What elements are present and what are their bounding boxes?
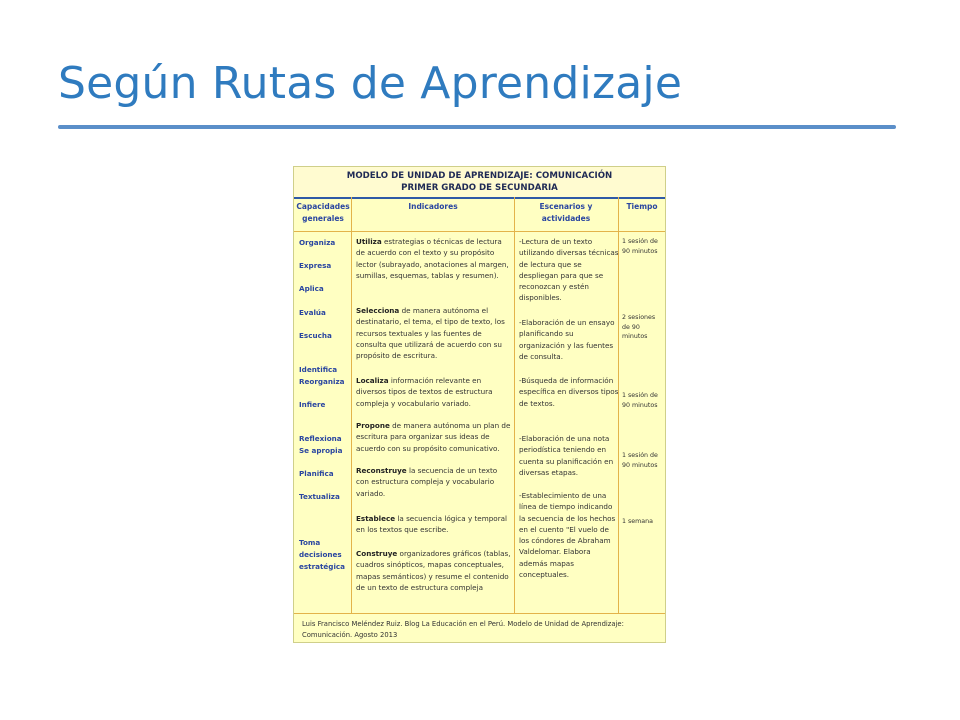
header-tiempo: Tiempo xyxy=(626,202,658,211)
indicador-item xyxy=(356,375,512,409)
capacidad-item: Reorganiza xyxy=(299,377,345,386)
capacidad-item: Aplica xyxy=(299,284,324,293)
capacidad-item: Evalúa xyxy=(299,308,326,317)
escenario-item: -Elaboración de una nota periodística teniendo en cuenta su planificación en diversas etapas. xyxy=(519,434,614,477)
capacidad-item: decisiones xyxy=(299,550,342,559)
indicador-text: organizadores gráficos (tablas, cuadros sinópticos, mapas conceptuales, mapas semánticos) y resume el contenido de un texto de estructura compleja xyxy=(356,549,511,592)
escenario-item: -Elaboración de un ensayo planificando su organización y las fuentes de consulta. xyxy=(519,318,615,361)
table-title-line1: MODELO DE UNIDAD DE APRENDIZAJE: COMUNICACIÓN xyxy=(346,171,613,181)
header-indicadores: Indicadores xyxy=(408,202,458,211)
indicador-verb: Propone xyxy=(356,421,390,430)
capacidad-item: Identifica xyxy=(299,365,338,374)
capacidad-item: Escucha xyxy=(299,331,332,340)
indicador-item xyxy=(356,236,512,281)
escenario-item: -Búsqueda de información específica en diversos tipos de textos. xyxy=(519,376,619,408)
indicador-verb: Localiza xyxy=(356,376,389,385)
indicador-text: estrategias o técnicas de lectura de acuerdo con el texto y su propósito lector (subrayado, anotaciones al margen, sumillas, esquemas, tablas y resumen). xyxy=(356,237,509,280)
tiempo-item: 1 sesión de 90 minutos xyxy=(622,238,658,255)
tiempo-item: 1 sesión de 90 minutos xyxy=(622,392,658,409)
capacidad-item: Toma xyxy=(299,538,321,547)
indicador-item xyxy=(356,465,512,499)
escenario-item: -Lectura de un texto utilizando diversas técnicas de lectura que se despliegan para que se reconozcan y estén disponibles. xyxy=(519,237,619,303)
capacidad-item: Expresa xyxy=(299,261,332,270)
capacidad-item: Organiza xyxy=(299,238,336,247)
capacidad-item: Planifica xyxy=(299,469,334,478)
table-header xyxy=(294,167,665,199)
indicador-verb: Construye xyxy=(356,549,398,558)
indicador-item xyxy=(356,420,512,454)
title-underline xyxy=(58,125,896,129)
indicador-item xyxy=(356,548,512,593)
learning-unit-table-image xyxy=(293,166,666,643)
header-capacidades: Capacidades generales xyxy=(296,202,350,223)
indicador-verb: Selecciona xyxy=(356,306,400,315)
column-divider xyxy=(514,197,515,613)
capacidad-item: Infiere xyxy=(299,400,326,409)
indicador-text: la secuencia de un texto con estructura compleja y vocabulario variado. xyxy=(356,466,498,498)
slide-title: Según Rutas de Aprendizaje xyxy=(58,58,683,109)
table-title-line2: PRIMER GRADO DE SECUNDARIA xyxy=(401,183,558,193)
indicador-text: información relevante en diversos tipos de textos de estructura compleja y vocabulario variado. xyxy=(356,376,493,408)
column-divider xyxy=(351,197,352,613)
header-escenarios: Escenarios y actividades xyxy=(539,202,593,223)
capacidad-item: Textualiza xyxy=(299,492,340,501)
escenario-item: -Establecimiento de una línea de tiempo indicando la secuencia de los hechos en el cuento "El vuelo de los cóndores de Abraham Valdelomar. Elabora además mapas conceptuales. xyxy=(519,491,616,580)
tiempo-item: 2 sesiones de 90 minutos xyxy=(622,314,656,341)
footer-divider xyxy=(294,613,665,614)
capacidad-item: estratégica xyxy=(299,562,346,571)
tiempo-item: 1 sesión de 90 minutos xyxy=(622,452,658,469)
indicador-item xyxy=(356,513,512,536)
tiempo-item: 1 semana xyxy=(622,518,654,525)
indicador-text: la secuencia lógica y temporal en los textos que escribe. xyxy=(356,514,508,535)
table-citation: Luis Francisco Meléndez Ruiz. Blog La Educación en el Perú. Modelo de Unidad de Aprendizaje: Comunicación. Agosto 2013 xyxy=(302,620,624,639)
indicador-verb: Reconstruye xyxy=(356,466,407,475)
indicador-verb: Utiliza xyxy=(356,237,382,246)
indicador-item xyxy=(356,305,512,361)
indicador-verb: Establece xyxy=(356,514,396,523)
capacidad-item: Reflexiona xyxy=(299,434,342,443)
header-row-divider xyxy=(294,231,665,232)
indicador-text: de manera autónoma un plan de escritura para organizar sus ideas de acuerdo con su propósito comunicativo. xyxy=(356,421,511,453)
indicador-text: de manera autónoma el destinatario, el tema, el tipo de texto, los recursos textuales y las fuentes de consulta que utilizará de acuerdo con su propósito de escritura. xyxy=(356,306,505,361)
capacidad-item: Se apropia xyxy=(299,446,343,455)
